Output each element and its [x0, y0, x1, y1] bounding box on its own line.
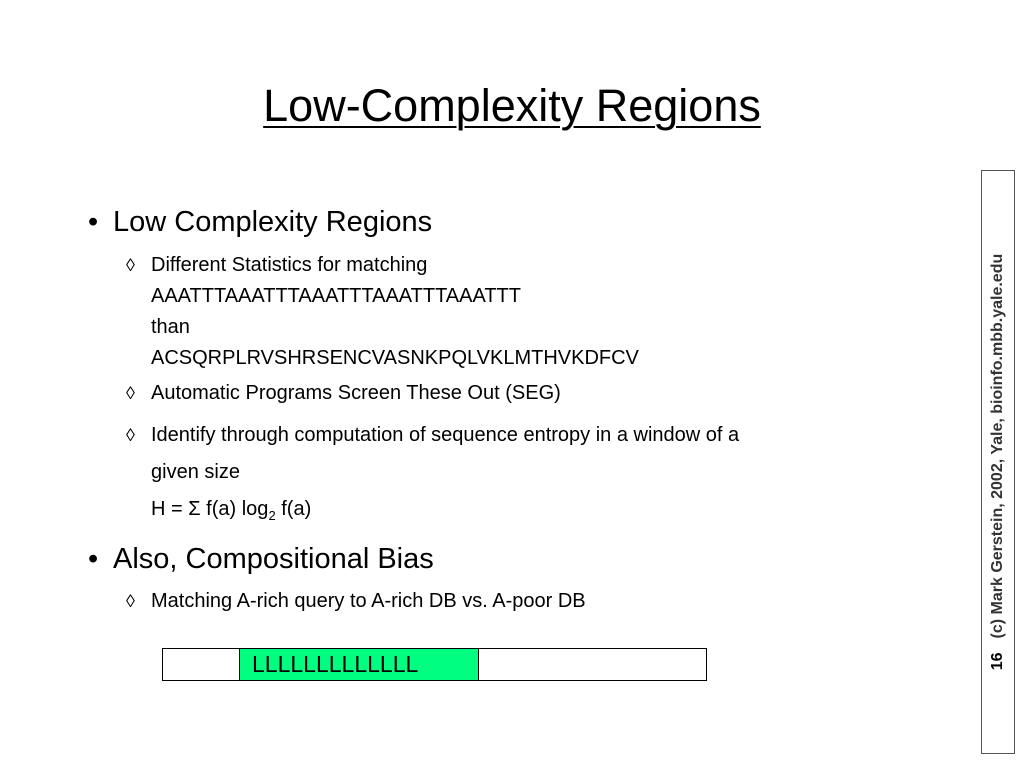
sub-bullet-entropy — [126, 417, 739, 491]
sequence-bar — [162, 648, 707, 681]
credit-sidebar — [981, 170, 1015, 754]
sub-bullet-seg — [126, 378, 561, 409]
sub-text: Matching A-rich query to A-rich DB vs. A-poor DB — [151, 590, 586, 612]
sub-text-cont: given size — [151, 461, 240, 483]
bullet-low-complexity — [88, 206, 432, 239]
low-complexity-segment: LLLLLLLLLLLLL — [239, 648, 479, 681]
page-number: 16 — [989, 652, 1006, 671]
sub-text: Identify through computation of sequence entropy in a window of a — [151, 424, 740, 446]
entropy-formula: H = Σ f(a) $\log_2 f(a)$ — [151, 498, 312, 523]
diamond-marker: ◊ — [126, 425, 135, 445]
bullet-compositional-bias — [88, 543, 434, 576]
sub-text-than: than — [151, 316, 190, 338]
sequence-a: AAATTTAAATTTAAATTTAAATTTAAATTT — [151, 285, 521, 307]
sub-bullet-statistics — [126, 250, 639, 374]
slide-title: Low-Complexity Regions — [263, 80, 761, 131]
diamond-marker: ◊ — [126, 383, 135, 403]
sequence-b: ACSQRPLRVSHRSENCVASNKPQLVKLMTHVKDFCV — [151, 347, 639, 369]
sub-text: Different Statistics for matching — [151, 254, 428, 276]
log-base: 2 — [268, 508, 276, 523]
bullet-text: Low Complexity Regions — [113, 206, 433, 238]
credit-text: (c) Mark Gerstein, 2002, Yale, bioinfo.mbb.yale.edu — [989, 253, 1006, 639]
diamond-marker: ◊ — [126, 591, 135, 611]
credit-rotated-text — [989, 254, 1007, 671]
bullet-marker: • — [88, 206, 99, 238]
bullet-text: Also, Compositional Bias — [113, 543, 434, 575]
sigma-symbol: Σ — [188, 498, 201, 520]
bullet-marker: • — [88, 543, 99, 575]
sub-bullet-matching — [126, 586, 586, 617]
diamond-marker: ◊ — [126, 255, 135, 275]
sub-text: Automatic Programs Screen These Out (SEG) — [151, 382, 561, 404]
